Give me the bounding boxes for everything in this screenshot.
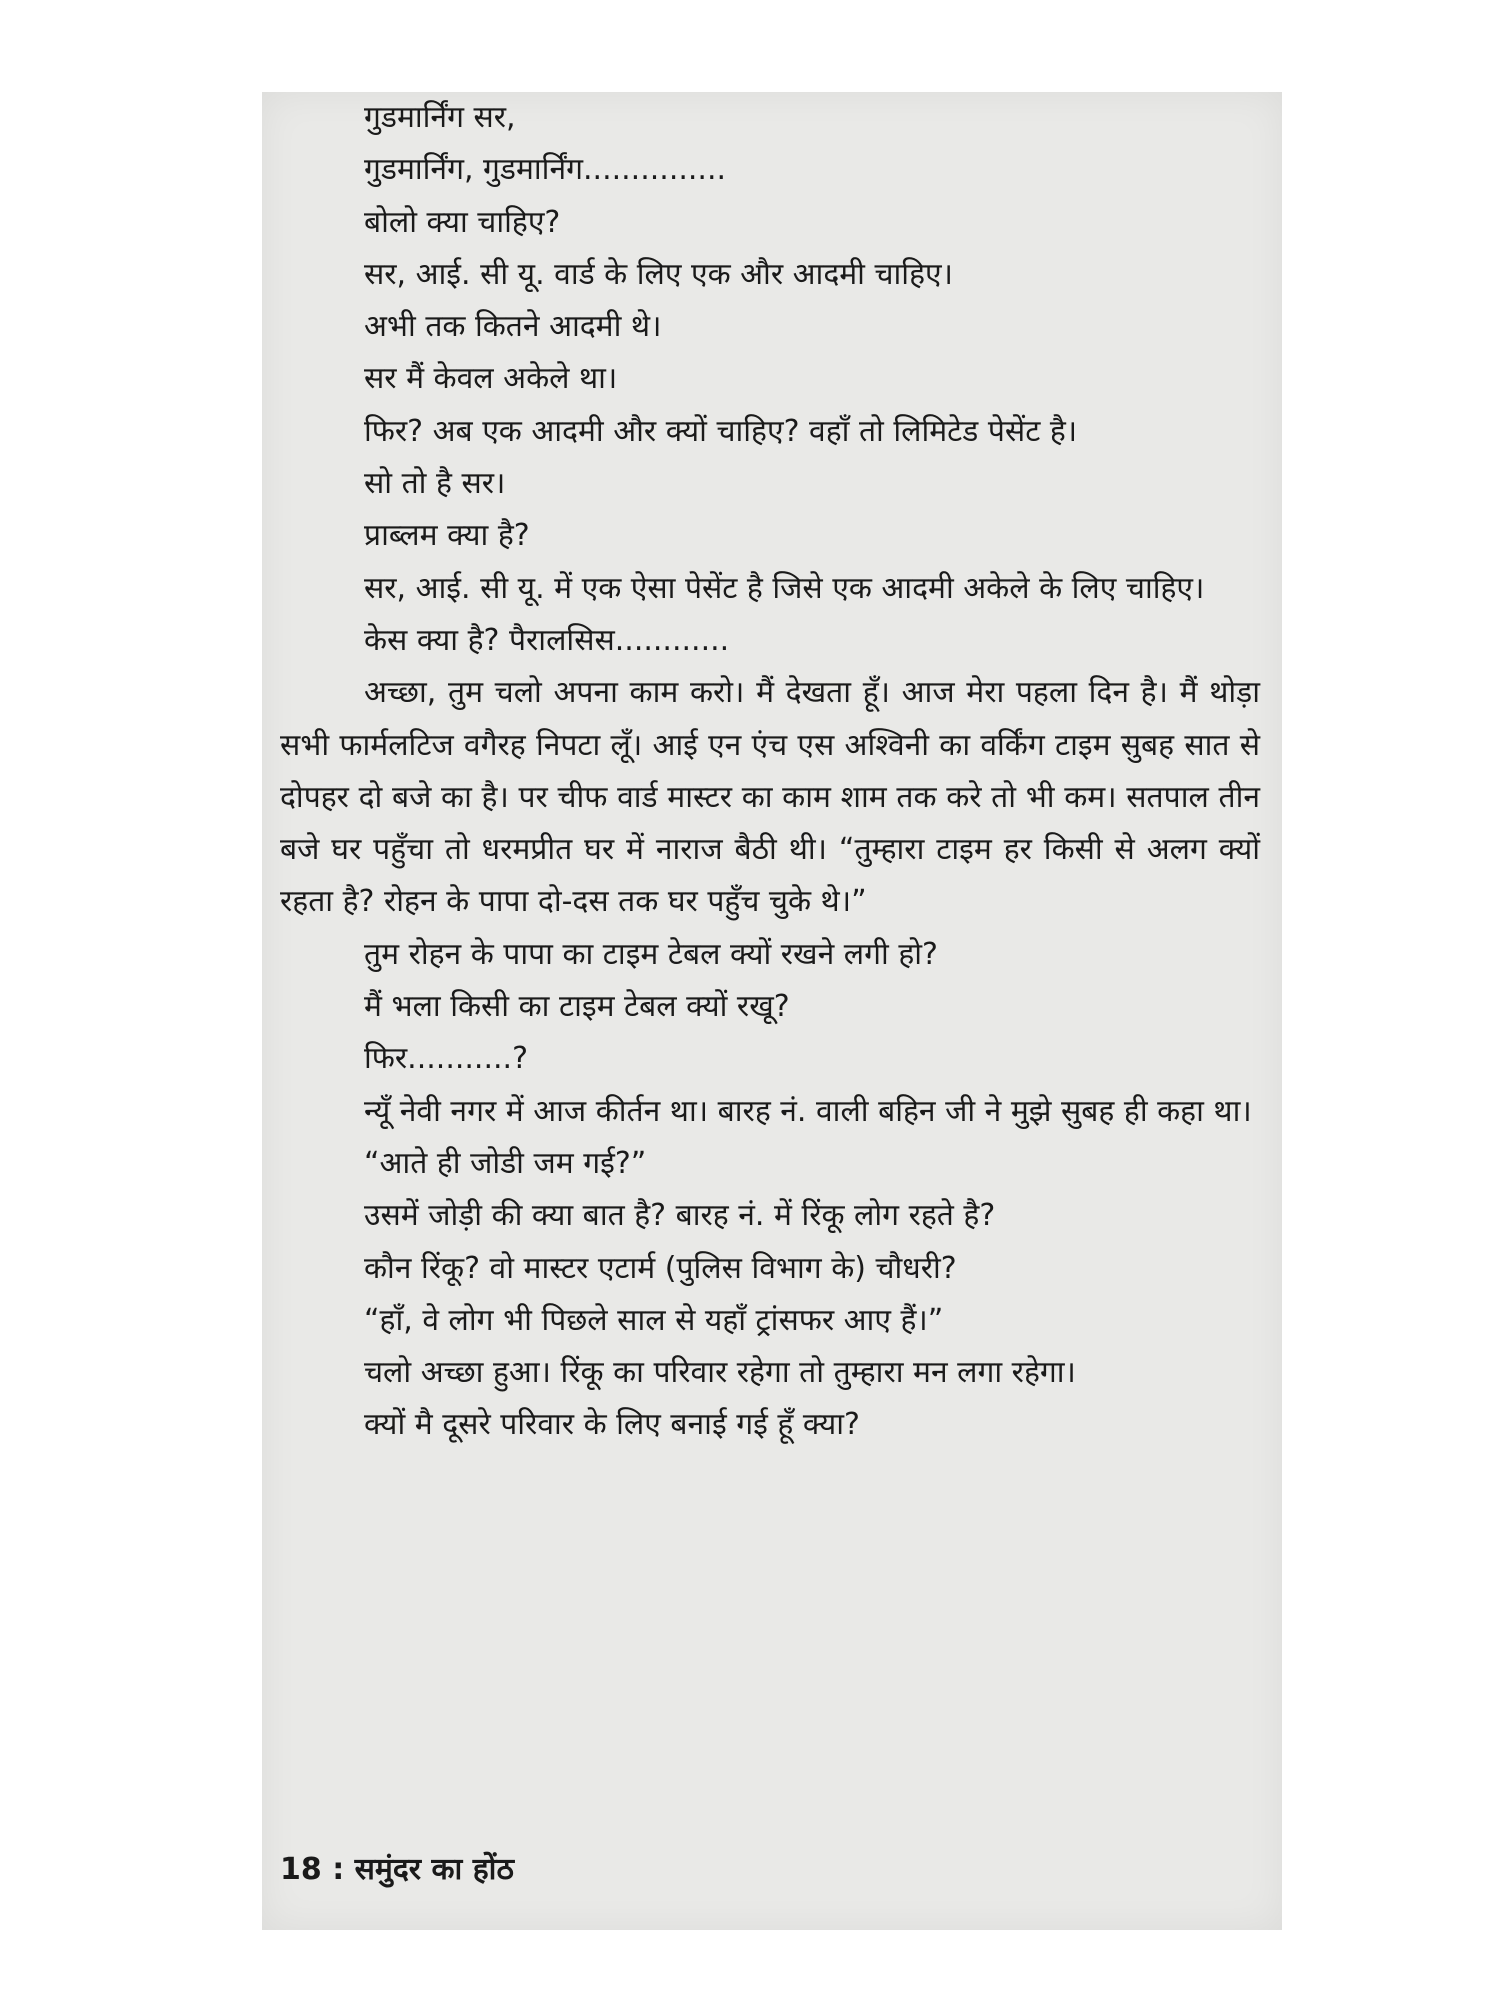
paragraph-1: गुडमार्निंग सर, xyxy=(364,100,516,135)
paragraph-19: कौन रिंकू? वो मास्टर एटार्म (पुलिस विभाग के) चौधरी? xyxy=(364,1250,957,1286)
paragraph-22: क्यों मै दूसरे परिवार के लिए बनाई गई हूँ क्या? xyxy=(364,1407,860,1443)
book-page xyxy=(262,92,1282,1930)
paragraph-5: अभी तक कितने आदमी थे। xyxy=(364,309,662,345)
paragraph-2: गुडमार्निंग, गुडमार्निंग............... xyxy=(364,152,727,188)
paragraph-4: सर, आई. सी यू. वार्ड के लिए एक और आदमी चाहिए। xyxy=(364,256,953,292)
paragraph-13: तुम रोहन के पापा का टाइम टेबल क्यों रखने लगी हो? xyxy=(364,936,938,972)
paragraph-18: उसमें जोड़ी की क्या बात है? बारह नं. में रिंकू लोग रहते है? xyxy=(364,1198,996,1234)
paragraph-7: फिर? अब एक आदमी और क्यों चाहिए? वहाँ तो लिमिटेड पेसेंट है। xyxy=(364,413,1078,449)
paragraph-10: सर, आई. सी यू. में एक ऐसा पेसेंट है जिसे एक आदमी अकेले के लिए चाहिए। xyxy=(364,570,1205,606)
paragraph-3: बोलो क्या चाहिए? xyxy=(364,204,561,240)
paragraph-9: प्राब्लम क्या है? xyxy=(364,518,530,554)
paragraph-17: “आते ही जोडी जम गई?” xyxy=(364,1145,647,1181)
paragraph-20: “हाँ, वे लोग भी पिछले साल से यहाँ ट्रांसफर आए हैं।” xyxy=(364,1302,944,1338)
paragraph-16: न्यूँ नेवी नगर में आज कीर्तन था। बारह नं. वाली बहिन जी ने मुझे सुबह ही कहा था। xyxy=(364,1093,1252,1129)
page-body-text xyxy=(280,92,1260,1452)
paragraph-8: सो तो है सर। xyxy=(364,466,506,502)
paragraph-6: सर मैं केवल अकेले था। xyxy=(364,361,618,397)
paragraph-12: अच्छा, तुम चलो अपना काम करो। मैं देखता हूँ। आज मेरा पहला दिन है। मैं थोड़ा सभी फार्मलटिज वगैरह निपटा लूँ। आई एन एंच एस अश्विनी का वर्किंग टाइम सुबह सात से दोपहर दो बजे का है। पर चीफ वार्ड मास्टर का काम शाम तक करे तो भी कम। सतपाल तीन बजे घर पहुँचा तो धरमप्रीत घर में नाराज बैठी थी। “तुम्हारा टाइम हर किसी से अलग क्यों रहता है? रोहन के पापा दो-दस तक घर पहुँच चुके थे।” xyxy=(280,675,1260,920)
page-footer: 18 : समुंदर का होंठ xyxy=(280,1852,514,1887)
paragraph-11: केस क्या है? पैरालसिस............ xyxy=(364,622,730,658)
paragraph-21: चलो अच्छा हुआ। रिंकू का परिवार रहेगा तो तुम्हारा मन लगा रहेगा। xyxy=(364,1355,1076,1391)
paragraph-15: फिर...........? xyxy=(364,1041,528,1077)
paragraph-14: मैं भला किसी का टाइम टेबल क्यों रखू? xyxy=(364,989,790,1025)
